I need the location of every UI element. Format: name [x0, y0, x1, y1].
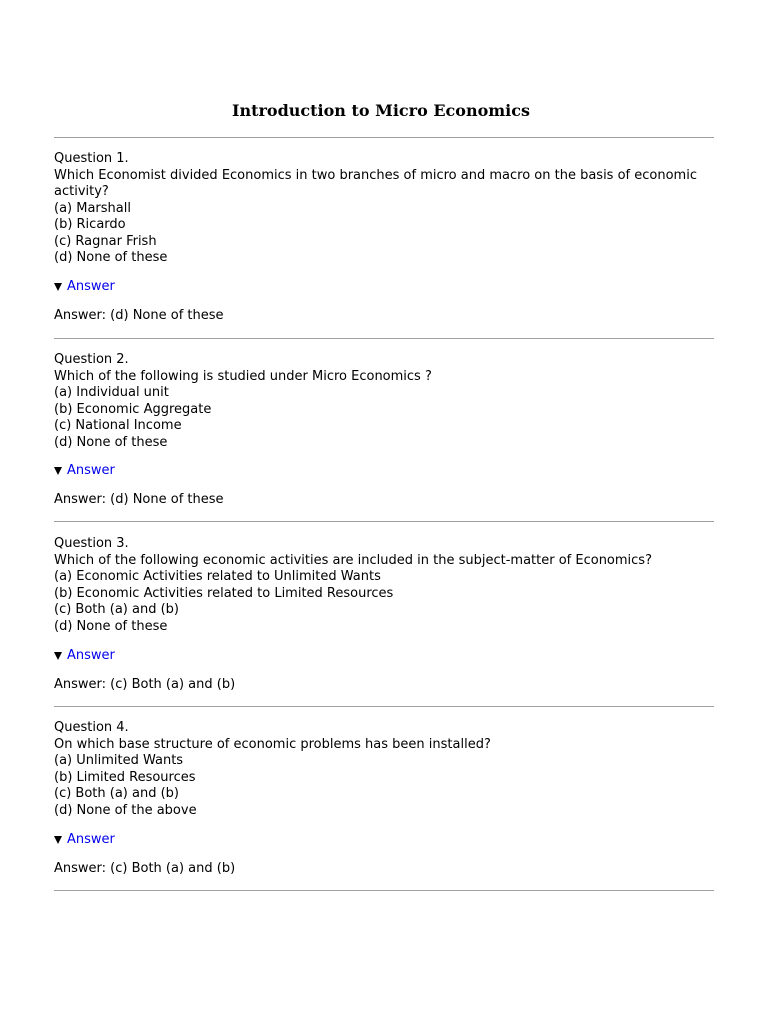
option-b: (b) Economic Aggregate: [54, 401, 212, 417]
triangle-down-icon: [54, 283, 62, 291]
question-block: [54, 352, 714, 451]
question-block: [54, 151, 714, 267]
answer-text: Answer: (c) Both (a) and (b): [54, 677, 236, 692]
answer-text: Answer: (d) None of these: [54, 308, 224, 323]
option-c: (c) Both (a) and (b): [54, 602, 179, 617]
triangle-down-icon: [54, 836, 62, 844]
answer-toggle[interactable]: [54, 648, 115, 664]
option-c: (c) National Income: [54, 418, 182, 433]
page-title: Introduction to Micro Economics: [231, 101, 531, 120]
option-d: (d) None of the above: [54, 802, 197, 818]
answer-toggle-label[interactable]: Answer: [67, 832, 115, 847]
option-b: (b) Ricardo: [54, 217, 126, 232]
option-a: (a) Individual unit: [54, 385, 169, 400]
question-block: [54, 720, 714, 819]
option-c: (c) Ragnar Frish: [54, 233, 157, 249]
question-text: Which of the following economic activities are included in the subject-matter of Economics?: [54, 552, 652, 568]
option-a: (a) Marshall: [54, 200, 131, 216]
answer-toggle-label[interactable]: Answer: [67, 648, 115, 663]
answer-toggle[interactable]: [54, 463, 115, 479]
answer-toggle[interactable]: [54, 279, 115, 295]
divider: [54, 706, 714, 707]
option-b: (b) Economic Activities related to Limited Resources: [54, 585, 394, 601]
option-d: (d) None of these: [54, 250, 168, 265]
divider: [54, 338, 714, 339]
answer-text: Answer: (d) None of these: [54, 492, 224, 507]
question-block: [54, 536, 714, 635]
answer-text: Answer: (c) Both (a) and (b): [54, 861, 236, 876]
divider: [54, 137, 714, 138]
option-d: (d) None of these: [54, 618, 168, 634]
question-number: Question 1.: [54, 151, 129, 166]
answer-toggle-label[interactable]: Answer: [67, 279, 115, 294]
option-b: (b) Limited Resources: [54, 769, 196, 785]
triangle-down-icon: [54, 652, 62, 660]
question-text: On which base structure of economic problems has been installed?: [54, 736, 491, 752]
option-d: (d) None of these: [54, 434, 168, 450]
question-number: Question 3.: [54, 536, 129, 551]
question-text: Which Economist divided Economics in two branches of micro and macro on the basis of economic activity?: [54, 167, 697, 199]
option-a: (a) Unlimited Wants: [54, 753, 184, 768]
question-text: Which of the following is studied under Micro Economics ?: [54, 368, 432, 384]
question-number: Question 4.: [54, 720, 129, 735]
option-a: (a) Economic Activities related to Unlimited Wants: [54, 569, 381, 584]
answer-toggle[interactable]: [54, 832, 115, 848]
answer-toggle-label[interactable]: Answer: [67, 463, 115, 478]
divider: [54, 521, 714, 522]
option-c: (c) Both (a) and (b): [54, 786, 179, 801]
question-number: Question 2.: [54, 352, 129, 367]
triangle-down-icon: [54, 467, 62, 475]
divider: [54, 890, 714, 891]
